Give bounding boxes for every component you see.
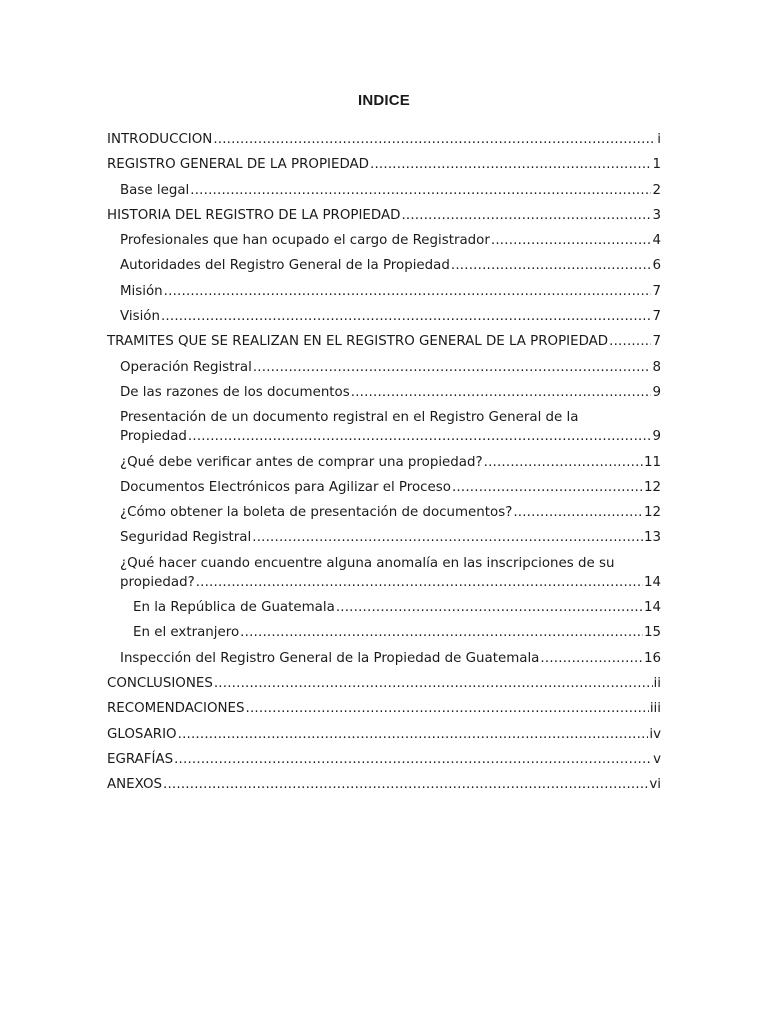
toc-entry-label: Base legal [120,182,190,198]
toc-page-number: 14 [643,600,661,616]
toc-entry-conclusiones[interactable] [107,674,661,693]
toc-page-number: 12 [643,479,661,495]
toc-page-number: 6 [652,258,661,274]
toc-page-number: 9 [652,384,661,400]
toc-page-number: 12 [643,505,661,521]
toc-dot-leader [196,573,643,592]
toc-entry-vision[interactable] [107,307,661,326]
toc-entry-recomendaciones[interactable] [107,699,661,718]
toc-entry-electronicos[interactable] [107,478,661,497]
toc-entry-razones[interactable] [107,383,661,402]
toc-dot-leader [188,427,652,446]
toc-entry-label-line2: propiedad? [120,574,195,590]
toc-entry-label-line1: ¿Qué hacer cuando encuentre alguna anomalía en las inscripciones de su [120,555,615,571]
toc-entry-seguridad[interactable] [107,528,661,547]
toc-dot-leader [163,775,648,794]
toc-entry-label: CONCLUSIONES [107,675,213,691]
toc-page-number: iii [649,701,661,717]
toc-entry-label: De las razones de los documentos [120,384,350,400]
toc-entry-label: Seguridad Registral [120,530,252,546]
toc-dot-leader [240,623,643,642]
toc-page-number: vi [649,777,661,793]
toc-entry-label: Autoridades del Registro General de la Propiedad [120,258,450,274]
toc-page-number: 4 [652,233,661,249]
toc-entry-operacion[interactable] [107,358,661,377]
toc-page-number: iv [649,726,661,742]
toc-entry-base-legal[interactable] [107,181,661,200]
toc-page-number: v [653,751,661,767]
toc-dot-leader [540,649,643,668]
toc-entry-label: Inspección del Registro General de la Propiedad de Guatemala [120,650,540,666]
toc-entry-profesionales[interactable] [107,231,661,250]
toc-page-number: i [657,132,661,147]
table-of-contents [107,130,661,800]
toc-dot-leader [370,155,651,174]
toc-dot-leader [213,130,656,149]
toc-entry-label: INTRODUCCION [107,132,213,147]
toc-page-number: 3 [652,207,661,223]
toc-entry-label: Misión [120,283,163,299]
toc-dot-leader [253,358,652,377]
toc-entry-registro-general[interactable] [107,155,661,174]
toc-entry-egrafias[interactable] [107,750,661,769]
toc-dot-leader [401,206,651,225]
toc-dot-leader [513,503,643,522]
toc-entry-label: HISTORIA DEL REGISTRO DE LA PROPIEDAD [107,207,401,223]
toc-entry-anomalia[interactable] [107,554,661,592]
toc-entry-mision[interactable] [107,282,661,301]
toc-page-number: 14 [643,574,661,590]
toc-dot-leader [336,598,643,617]
toc-entry-label-line1: Presentación de un documento registral en el Registro General de la [120,410,579,426]
toc-page-number: 2 [652,182,661,198]
toc-dot-leader [174,750,652,769]
toc-entry-label: RECOMENDACIONES [107,701,245,717]
toc-page-number: 11 [643,454,661,470]
toc-dot-leader [452,478,643,497]
toc-dot-leader [190,181,651,200]
toc-entry-verificar[interactable] [107,453,661,472]
toc-page-number: 13 [643,530,661,546]
toc-dot-leader [484,453,643,472]
toc-entry-label: En la República de Guatemala [133,600,335,616]
toc-dot-leader [252,528,643,547]
toc-page-number: 9 [652,429,661,445]
toc-entry-boleta[interactable] [107,503,661,522]
toc-entry-glosario[interactable] [107,725,661,744]
toc-page-number: 15 [643,625,661,641]
toc-entry-label: ANEXOS [107,777,162,793]
toc-entry-anexos[interactable] [107,775,661,794]
toc-entry-label: TRAMITES QUE SE REALIZAN EN EL REGISTRO GENERAL DE LA PROPIEDAD [107,334,609,350]
toc-dot-leader [164,282,652,301]
toc-entry-inspeccion[interactable] [107,649,661,668]
toc-entry-presentacion[interactable] [107,408,661,446]
toc-entry-label: Visión [120,309,160,325]
toc-entry-second-line [120,427,661,446]
toc-entry-introduccion[interactable] [107,130,661,149]
toc-entry-tramites[interactable] [107,332,661,351]
page-title: INDICE [357,92,411,109]
toc-entry-extranjero[interactable] [107,623,661,642]
toc-entry-label: ¿Cómo obtener la boleta de presentación de documentos? [120,505,513,521]
toc-entry-historia[interactable] [107,206,661,225]
toc-dot-leader [214,674,653,693]
toc-dot-leader [609,332,651,351]
toc-page-number: 1 [652,157,661,173]
toc-page-number: 7 [652,283,661,299]
toc-entry-republica[interactable] [107,598,661,617]
toc-entry-label: Profesionales que han ocupado el cargo de Registrador [120,233,490,249]
toc-dot-leader [246,699,649,718]
toc-entry-label-line2: Propiedad [120,429,187,445]
toc-entry-label: Operación Registral [120,359,252,375]
toc-entry-autoridades[interactable] [107,256,661,275]
toc-dot-leader [491,231,652,250]
toc-dot-leader [161,307,652,326]
toc-page-number: 7 [652,334,661,350]
toc-page-number: 16 [643,650,661,666]
toc-dot-leader [451,256,652,275]
toc-entry-label: Documentos Electrónicos para Agilizar el Proceso [120,479,451,495]
toc-entry-label: REGISTRO GENERAL DE LA PROPIEDAD [107,157,369,173]
toc-entry-label: ¿Qué debe verificar antes de comprar una propiedad? [120,454,483,470]
toc-entry-label: GLOSARIO [107,726,177,742]
toc-dot-leader [351,383,652,402]
toc-page-number: 7 [652,309,661,325]
toc-page-number: 8 [652,359,661,375]
toc-entry-second-line [120,573,661,592]
toc-entry-label: EGRAFÍAS [107,751,174,767]
toc-entry-label: En el extranjero [133,625,240,641]
toc-page-number: ii [653,675,661,691]
toc-dot-leader [178,725,649,744]
